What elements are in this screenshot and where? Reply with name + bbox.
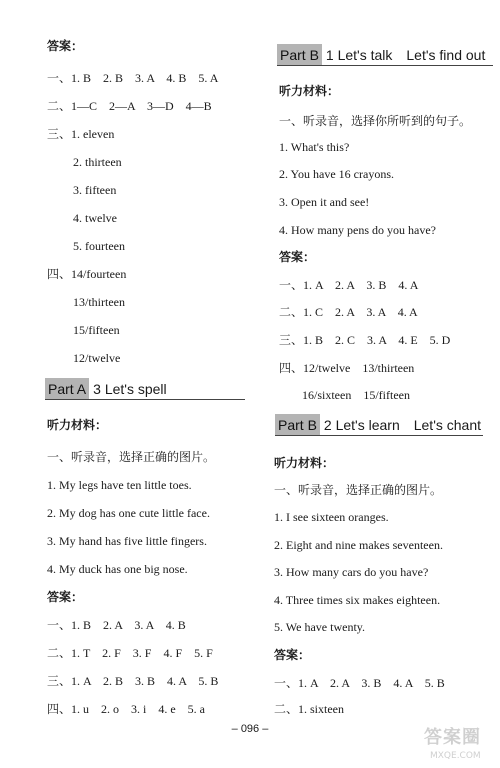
listening-line: 3. Open it and see! <box>279 195 370 209</box>
answer-line: 12/twelve <box>73 351 121 365</box>
listening-line: 2. My dog has one cute little face. <box>47 506 210 520</box>
listening-line: 4. How many pens do you have? <box>279 223 436 237</box>
listening-line: 4. Three times six makes eighteen. <box>274 593 441 607</box>
listening-title: 听力材料： <box>47 418 108 432</box>
section-underline <box>277 65 493 66</box>
section-underline <box>275 435 483 436</box>
answer-line: 四、12/twelve 13/thirteen <box>279 361 415 375</box>
answer-line: 15/fifteen <box>73 323 120 337</box>
listening-line: 2. Eight and nine makes seventeen. <box>274 538 443 552</box>
answer-line: 二、1. T 2. F 3. F 4. F 5. F <box>47 646 213 660</box>
answer-line: 一、1. A 2. A 3. B 4. A 5. B <box>274 676 445 690</box>
listening-line: 4. My duck has one big nose. <box>47 562 188 576</box>
listening-line: 一、听录音，选择正确的图片。 <box>274 483 443 497</box>
answer-line: 一、1. A 2. A 3. B 4. A <box>279 278 419 292</box>
answer-line: 16/sixteen 15/fifteen <box>302 388 410 402</box>
listening-line: 一、听录音，选择正确的图片。 <box>47 450 216 464</box>
answer-line: 4. twelve <box>73 211 117 225</box>
answer-line: 三、1. B 2. C 3. A 4. E 5. D <box>279 333 451 347</box>
listening-line: 1. I see sixteen oranges. <box>274 510 389 524</box>
answers-title: 答案： <box>47 590 84 604</box>
listening-title: 听力材料： <box>274 456 335 470</box>
answers-title: 答案： <box>279 250 316 264</box>
answers-title: 答案： <box>274 648 311 662</box>
section-header-part-b-1 <box>277 44 493 66</box>
listening-line: 3. My hand has five little fingers. <box>47 534 207 548</box>
section-title: 2 Let's learn Let's chant <box>323 417 482 433</box>
answer-line: 四、1. u 2. o 3. i 4. e 5. a <box>47 702 205 716</box>
answer-line: 二、1—C 2—A 3—D 4—B <box>47 99 212 113</box>
listening-line: 3. How many cars do you have? <box>274 565 429 579</box>
section-header-part-a <box>45 378 245 400</box>
listening-title: 听力材料： <box>279 84 340 98</box>
section-title: 3 Let's spell <box>93 381 167 397</box>
answer-line: 5. fourteen <box>73 239 125 253</box>
section-tag: Part B <box>277 44 322 66</box>
watermark-text: 答案圈 <box>424 727 481 748</box>
answer-line: 一、1. B 2. A 3. A 4. B <box>47 618 186 632</box>
listening-line: 2. You have 16 crayons. <box>279 167 394 181</box>
answer-line: 二、1. sixteen <box>274 702 344 716</box>
section-tag: Part A <box>45 378 89 400</box>
listening-line: 1. My legs have ten little toes. <box>47 478 192 492</box>
watermark-logo <box>424 728 496 764</box>
section-title: 1 Let's talk Let's find out <box>325 47 486 63</box>
answer-line: 三、1. A 2. B 3. B 4. A 5. B <box>47 674 219 688</box>
listening-line: 一、听录音，选择你所听到的句子。 <box>279 114 472 128</box>
answer-line: 二、1. C 2. A 3. A 4. A <box>279 305 418 319</box>
section-underline <box>45 399 245 400</box>
answer-line: 13/thirteen <box>73 295 125 309</box>
page-number: – 096 – <box>231 723 269 735</box>
answer-line: 3. fifteen <box>73 183 117 197</box>
answer-line: 一、1. B 2. B 3. A 4. B 5. A <box>47 71 219 85</box>
section-header-part-b-2 <box>275 414 483 436</box>
listening-line: 1. What's this? <box>279 140 350 154</box>
section-tag: Part B <box>275 414 320 436</box>
answers-title: 答案： <box>47 39 84 53</box>
watermark-url: MXQE.COM <box>430 751 481 761</box>
answer-line: 四、14/fourteen <box>47 267 127 281</box>
answer-line: 2. thirteen <box>73 155 122 169</box>
listening-line: 5. We have twenty. <box>274 620 366 634</box>
answer-line: 三、1. eleven <box>47 127 115 141</box>
